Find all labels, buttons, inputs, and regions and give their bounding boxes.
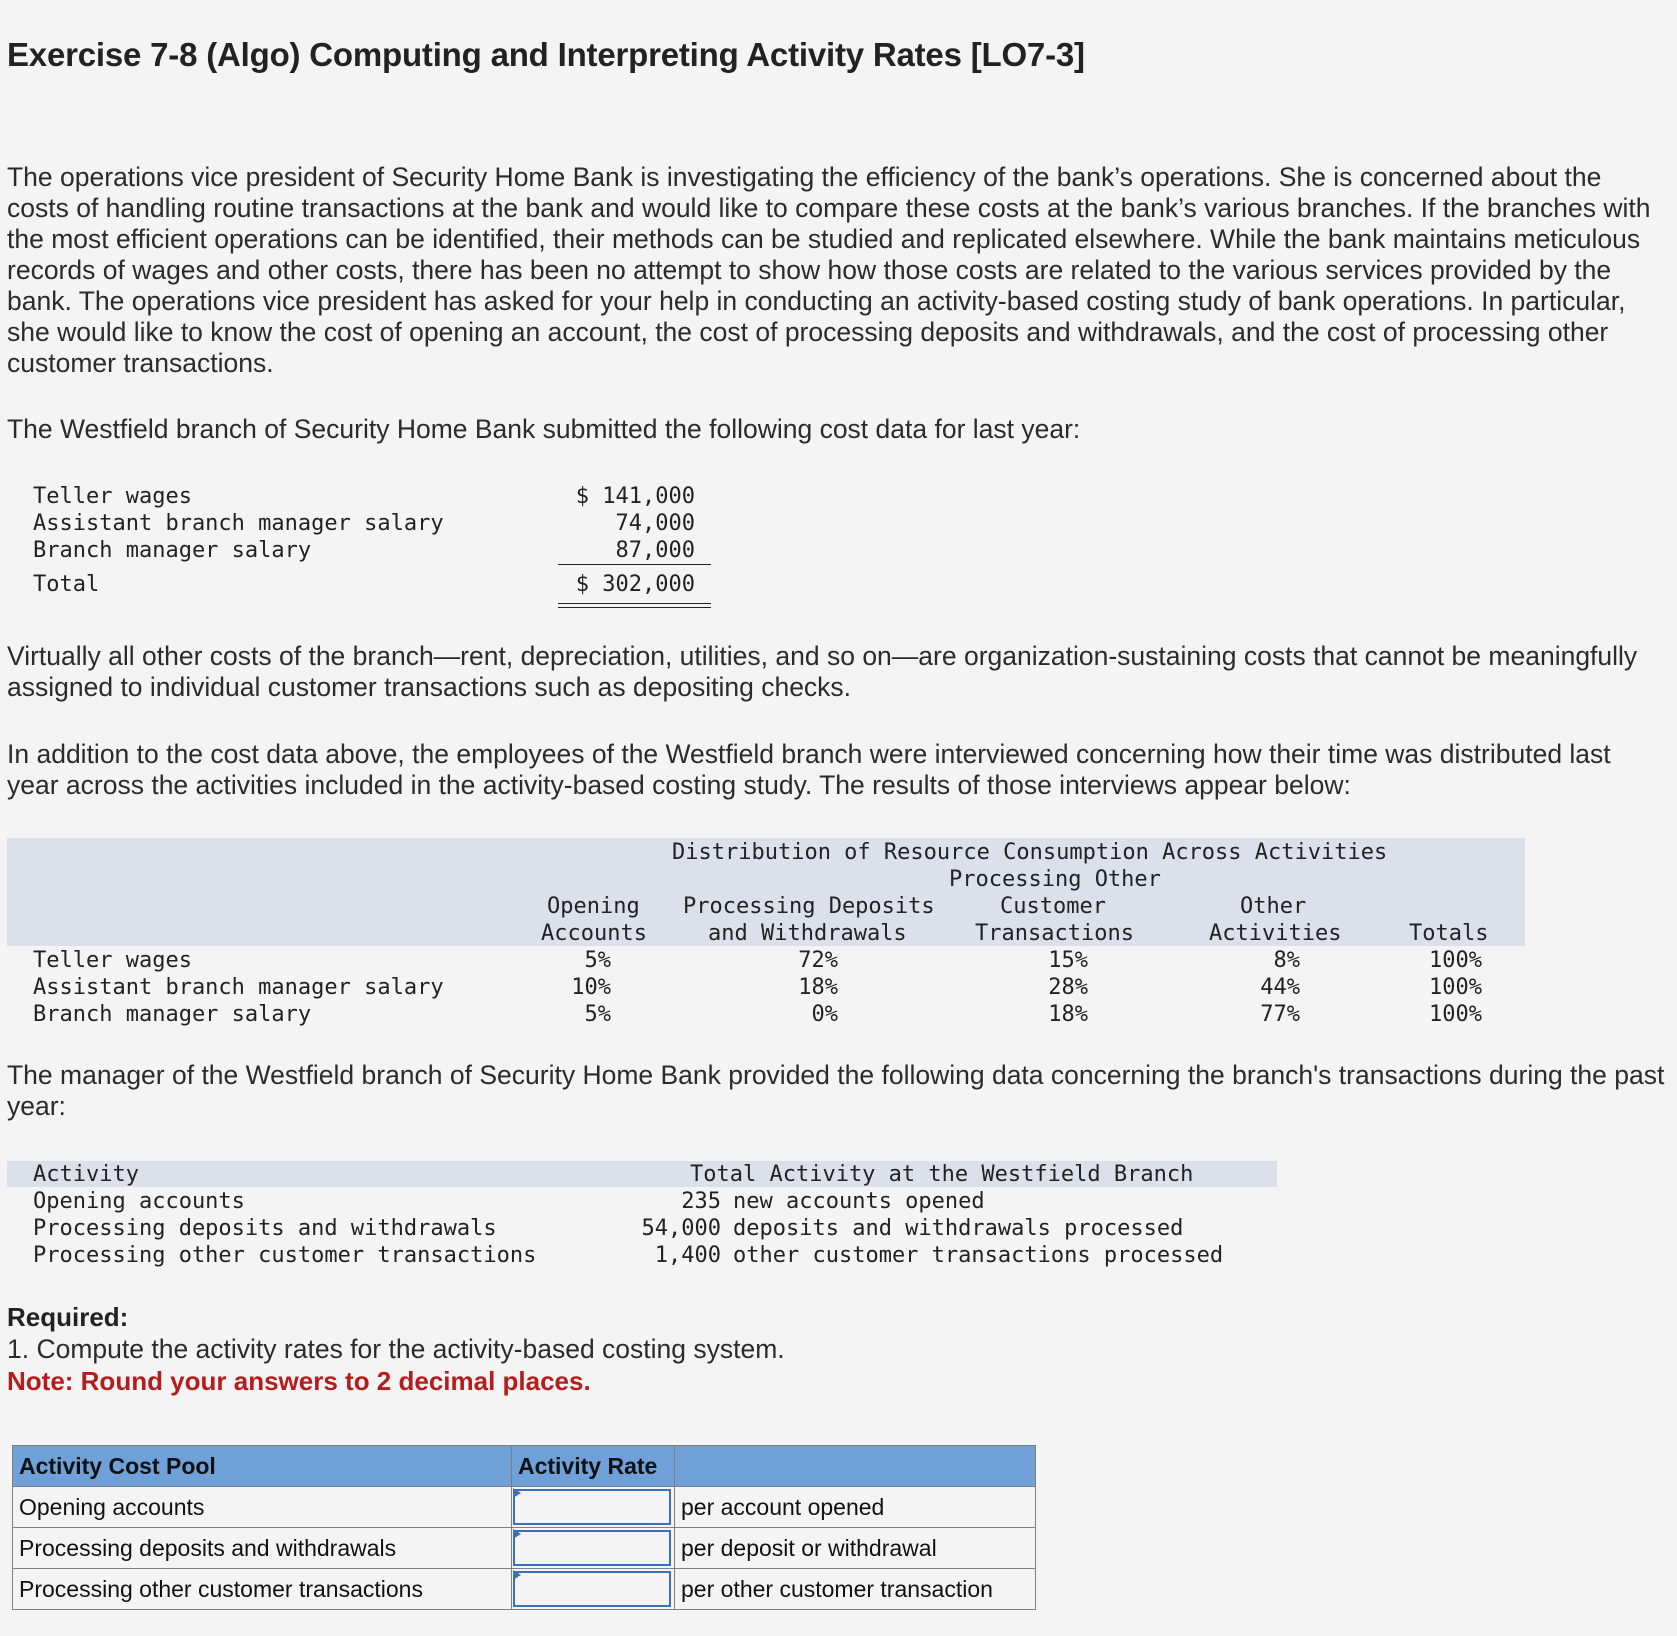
total-double-rule-top — [558, 603, 711, 604]
cost-label-branch: Branch manager salary — [33, 538, 312, 563]
cost-value-branch: 87,000 — [615, 538, 695, 563]
activity-qty: 235 — [681, 1189, 721, 1214]
col-header-otheract-line3: Activities — [1209, 921, 1342, 946]
dist-cell: 77% — [1260, 1002, 1300, 1027]
col-header-opening-line2: Opening — [547, 894, 640, 919]
activity-desc: new accounts opened — [733, 1189, 985, 1214]
dist-cell: 100% — [1429, 975, 1482, 1000]
dist-cell: 18% — [798, 975, 838, 1000]
input-marker-icon — [513, 1570, 521, 1580]
cost-value-assistant: 74,000 — [615, 511, 695, 536]
table-row — [13, 1528, 1036, 1569]
unit-processing-other: per other customer transaction — [675, 1569, 1036, 1610]
col-header-totals: Totals — [1409, 921, 1489, 946]
activity-row-label: Opening accounts — [33, 1189, 245, 1214]
interview-text: In addition to the cost data above, the employees of the Westfield branch were interviewed concerning how their time was distributed last year across the activities included in the activity-based costing study. The results of those interviews appear below: — [7, 739, 1611, 800]
activity-rate-table — [12, 1445, 1036, 1610]
total-double-rule-bottom — [558, 607, 711, 608]
cost-label-total: Total — [33, 572, 100, 597]
col-header-deposits-line2: Processing Deposits — [683, 894, 935, 919]
dist-cell: 100% — [1429, 1002, 1482, 1027]
header-activity-rate: Activity Rate — [512, 1446, 675, 1487]
dist-row-label: Assistant branch manager salary — [33, 975, 444, 1000]
pool-processing-other: Processing other customer transactions — [13, 1569, 512, 1610]
other-costs-text: Virtually all other costs of the branch—rent, depreciation, utilities, and so on—are organization-sustaining costs that cannot be meaningfully assigned to individual customer transactions such as depositing checks. — [7, 641, 1638, 702]
dist-cell: 15% — [1048, 948, 1088, 973]
dist-cell: 10% — [571, 975, 611, 1000]
transactions-text: The manager of the Westfield branch of Security Home Bank provided the following data concerning the branch's transactions during the past year: — [7, 1060, 1665, 1121]
dist-cell: 8% — [1273, 948, 1300, 973]
dist-cell: 0% — [811, 1002, 838, 1027]
header-unit — [675, 1446, 1036, 1487]
activity-col-header: Activity — [33, 1162, 139, 1187]
col-header-otheract-line2: Other — [1240, 894, 1307, 919]
cost-value-total: $ 302,000 — [575, 572, 695, 597]
input-marker-icon — [513, 1488, 521, 1498]
col-header-opening-line3: Accounts — [541, 921, 647, 946]
dist-cell: 5% — [584, 1002, 611, 1027]
dist-cell: 18% — [1048, 1002, 1088, 1027]
input-marker-icon — [513, 1529, 521, 1539]
activity-row-label: Processing deposits and withdrawals — [33, 1216, 497, 1241]
unit-opening-accounts: per account opened — [675, 1487, 1036, 1528]
dist-row-label: Branch manager salary — [33, 1002, 312, 1027]
header-activity-cost-pool: Activity Cost Pool — [13, 1446, 512, 1487]
table-row — [13, 1569, 1036, 1610]
activity-row-label: Processing other customer transactions — [33, 1243, 537, 1268]
col-header-deposits-line3: and Withdrawals — [708, 921, 907, 946]
rate-input-processing-deposits[interactable] — [513, 1530, 671, 1566]
col-header-other-line2: Customer — [1000, 894, 1106, 919]
subtotal-rule — [558, 564, 711, 565]
dist-cell: 5% — [584, 948, 611, 973]
distribution-title: Distribution of Resource Consumption Across Activities — [672, 840, 1388, 865]
dist-cell: 72% — [798, 948, 838, 973]
col-header-other-line3: Transactions — [975, 921, 1134, 946]
cost-label-assistant: Assistant branch manager salary — [33, 511, 444, 536]
pool-processing-deposits: Processing deposits and withdrawals — [13, 1528, 512, 1569]
rate-input-opening-accounts[interactable] — [513, 1489, 671, 1525]
activity-desc: other customer transactions processed — [733, 1243, 1224, 1268]
pool-opening-accounts: Opening accounts — [13, 1487, 512, 1528]
activity-qty: 1,400 — [654, 1243, 721, 1268]
activity-desc: deposits and withdrawals processed — [733, 1216, 1184, 1241]
dist-cell: 44% — [1260, 975, 1300, 1000]
table-row — [13, 1487, 1036, 1528]
activity-total-header: Total Activity at the Westfield Branch — [690, 1162, 1194, 1187]
cost-value-teller: $ 141,000 — [575, 484, 695, 509]
required-question: 1. Compute the activity rates for the activity-based costing system. — [7, 1334, 785, 1364]
dist-cell: 100% — [1429, 948, 1482, 973]
required-label: Required: — [7, 1302, 129, 1332]
unit-processing-deposits: per deposit or withdrawal — [675, 1528, 1036, 1569]
intro-paragraph: The operations vice president of Security Home Bank is investigating the efficiency of the bank’s operations. She is concerned about the costs of handling routine transactions at the bank and would like to compare these costs at the bank’s various branches. If the branches with the most efficient operations can be identified, their methods can be studied and replicated elsewhere. While the bank maintains meticulous records of wages and other costs, there has been no attempt to show how those costs are related to the various services provided by the bank. The operations vice president has asked for your help in conducting an activity-based costing study of bank operations. In particular, she would like to know the cost of opening an account, the cost of processing deposits and withdrawals, and the cost of processing other customer transactions. — [7, 162, 1651, 378]
cost-intro-text: The Westfield branch of Security Home Bank submitted the following cost data for last year: — [7, 414, 1081, 444]
activity-qty: 54,000 — [641, 1216, 721, 1241]
rounding-note: Note: Round your answers to 2 decimal places. — [7, 1366, 591, 1396]
dist-row-label: Teller wages — [33, 948, 192, 973]
col-header-other-line1: Processing Other — [949, 867, 1161, 892]
cost-label-teller: Teller wages — [33, 484, 192, 509]
rate-input-processing-other[interactable] — [513, 1571, 671, 1607]
dist-cell: 28% — [1048, 975, 1088, 1000]
page-title: Exercise 7-8 (Algo) Computing and Interpreting Activity Rates [LO7-3] — [7, 36, 1085, 73]
